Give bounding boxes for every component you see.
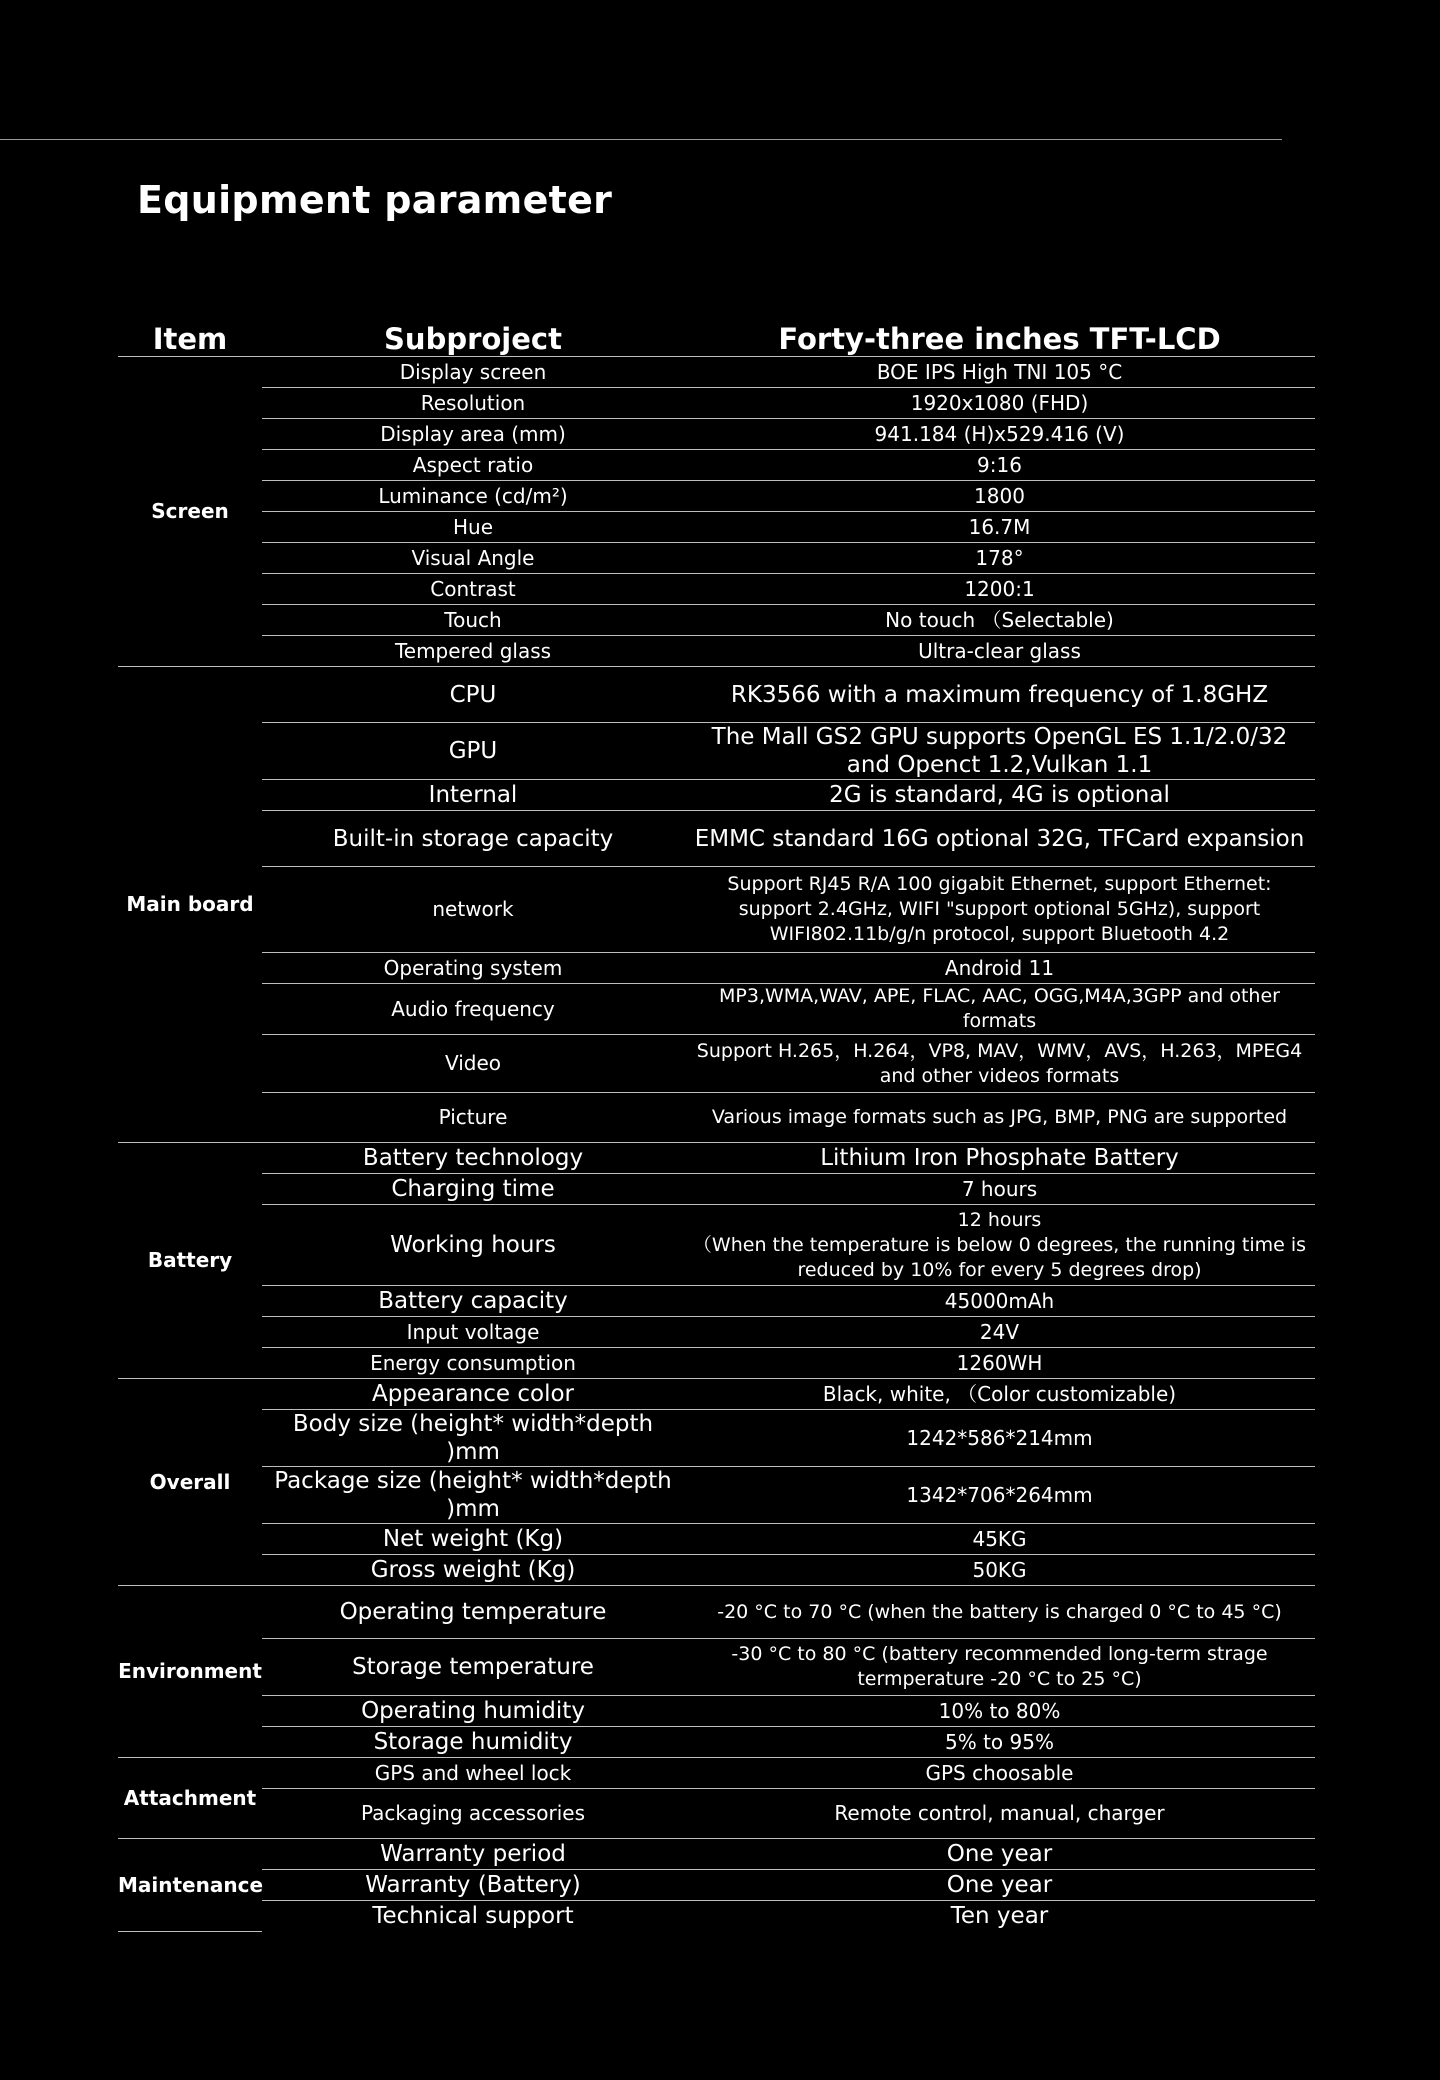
subproject-cell: Battery capacity [262,1286,684,1317]
subproject-cell: Operating system [262,953,684,984]
value-note: （When the temperature is below 0 degrees, the running time is reduced by 10% for every 5 degrees drop) [692,1233,1307,1281]
spec-row [118,574,1315,605]
subproject-cell: GPU [262,723,684,780]
subproject-cell: Video [262,1035,684,1093]
subproject-cell: Contrast [262,574,684,605]
subproject-cell: Net weight (Kg) [262,1524,684,1555]
spec-row [118,1555,1315,1586]
subproject-cell: Technical support [372,1903,574,1930]
value-cell: 45000mAh [684,1286,1315,1317]
subproject-cell: Audio frequency [262,984,684,1035]
subproject-cell: Appearance color [262,1379,684,1410]
spec-row [118,1035,1315,1093]
spec-row [118,357,1315,388]
spec-row [118,811,1315,867]
subproject-cell: Display screen [262,357,684,388]
group-label: Screen [118,357,262,667]
subproject-cell: Internal [262,780,684,811]
value-cell: 941.184 (H)x529.416 (V) [684,419,1315,450]
spec-row [118,1870,1315,1901]
value-cell: MP3,WMA,WAV, APE, FLAC, AAC, OGG,M4A,3GPP and other formats [684,984,1315,1035]
group-label: Battery [118,1143,262,1379]
group-label: Attachment [118,1758,262,1839]
value-cell: -20 °C to 70 °C (when the battery is charged 0 °C to 45 °C) [684,1586,1315,1639]
value-cell: 178° [684,543,1315,574]
value-cell: 24V [684,1317,1315,1348]
value-cell: EMMC standard 16G optional 32G, TFCard expansion [684,811,1315,867]
value-cell: Lithium Iron Phosphate Battery [684,1143,1315,1174]
header-value: Forty-three inches TFT-LCD [684,314,1315,357]
subproject-cell: Aspect ratio [262,450,684,481]
subproject-cell: Storage temperature [262,1639,684,1696]
spec-row [118,512,1315,543]
subproject-cell: Picture [262,1093,684,1143]
value-cell: No touch （Selectable) [684,605,1315,636]
spec-row [118,1379,1315,1410]
spec-body [118,357,1315,1932]
subproject-cell: Warranty (Battery) [262,1870,684,1901]
value-cell: GPS choosable [684,1758,1315,1789]
group-label: Maintenance [118,1839,262,1932]
spec-row [118,867,1315,953]
subproject-cell: Charging time [262,1174,684,1205]
spec-row [118,1524,1315,1555]
value-cell: 1920x1080 (FHD) [684,388,1315,419]
value-cell: 1242*586*214mm [684,1410,1315,1467]
page-title: Equipment parameter [137,178,613,222]
spec-row [118,1317,1315,1348]
spec-row [118,481,1315,512]
subproject-cell: Warranty period [262,1839,684,1870]
value-cell: 1200:1 [684,574,1315,605]
subproject-cell: Resolution [262,388,684,419]
subproject-cell: CPU [262,667,684,723]
value-cell: One year [684,1870,1315,1901]
value-cell: 45KG [684,1524,1315,1555]
spec-row [118,388,1315,419]
spec-row [118,605,1315,636]
spec-table [118,314,1315,1932]
value-cell: RK3566 with a maximum frequency of 1.8GHZ [684,667,1315,723]
group-label: Main board [118,667,262,1143]
spec-row [118,1093,1315,1143]
subproject-cell: Body size (height* width*depth )mm [262,1410,684,1467]
spec-row [118,1205,1315,1286]
value-cell: Ten year [950,1903,1049,1930]
spec-row [118,1410,1315,1467]
subproject-cell: Tempered glass [262,636,684,667]
spec-row [118,1696,1315,1727]
value-cell: 9:16 [684,450,1315,481]
subproject-cell: GPS and wheel lock [262,1758,684,1789]
subproject-cell: Energy consumption [262,1348,684,1379]
value-cell: 50KG [684,1555,1315,1586]
subproject-cell: Built-in storage capacity [262,811,684,867]
spec-row [118,450,1315,481]
spec-row [118,1758,1315,1789]
subproject-cell: Operating temperature [262,1586,684,1639]
value-cell: Ultra-clear glass [684,636,1315,667]
spec-row [118,780,1315,811]
value-cell: 7 hours [684,1174,1315,1205]
value-cell: BOE IPS High TNI 105 °C [684,357,1315,388]
spec-row [118,1174,1315,1205]
spec-row [118,1348,1315,1379]
subproject-cell: Gross weight (Kg) [262,1555,684,1586]
value-cell [684,1205,1315,1286]
value-cell: 5% to 95% [684,1727,1315,1758]
subproject-cell: Visual Angle [262,543,684,574]
spec-row [118,1143,1315,1174]
value-cell: The Mall GS2 GPU supports OpenGL ES 1.1/2.0/32 and Openct 1.2,Vulkan 1.1 [684,723,1315,780]
value-cell: Black, white, （Color customizable) [684,1379,1315,1410]
spec-row [118,723,1315,780]
value-cell: 1342*706*264mm [684,1467,1315,1524]
value-cell: 2G is standard, 4G is optional [684,780,1315,811]
value-cell: 10% to 80% [684,1696,1315,1727]
subproject-cell: Package size (height* width*depth )mm [262,1467,684,1524]
value-cell: 1260WH [684,1348,1315,1379]
spec-row [118,1789,1315,1839]
group-label: Overall [118,1379,262,1586]
value-main: 12 hours [957,1208,1042,1231]
subproject-cell: Touch [262,605,684,636]
value-cell: Support RJ45 R/A 100 gigabit Ethernet, support Ethernet: support 2.4GHz, WIFI "support optional 5GHz), support WIFI802.11b/g/n protocol, support Bluetooth 4.2 [684,867,1315,953]
spec-row [118,1639,1315,1696]
spec-row [118,953,1315,984]
group-label: Environment [118,1586,262,1758]
top-divider [0,139,1282,140]
subproject-cell: Storage humidity [262,1727,684,1758]
spec-row [118,543,1315,574]
header-subproject: Subproject [262,314,684,357]
value-cell: Android 11 [684,953,1315,984]
subproject-cell: Hue [262,512,684,543]
value-cell: One year [684,1839,1315,1870]
value-cell: 1800 [684,481,1315,512]
spec-row [118,1901,1315,1932]
subproject-cell: Battery technology [262,1143,684,1174]
header-item: Item [118,314,262,357]
spec-row [118,419,1315,450]
value-cell: 16.7M [684,512,1315,543]
subproject-cell: Luminance (cd/m²) [262,481,684,512]
subproject-cell: Packaging accessories [262,1789,684,1839]
value-cell: Remote control, manual, charger [684,1789,1315,1839]
subproject-cell: Input voltage [262,1317,684,1348]
header-row [118,314,1315,357]
value-cell: Various image formats such as JPG, BMP, PNG are supported [684,1093,1315,1143]
spec-row [118,1286,1315,1317]
subproject-cell: Display area (mm) [262,419,684,450]
subproject-cell: network [262,867,684,953]
spec-row [118,1467,1315,1524]
subproject-cell: Operating humidity [262,1696,684,1727]
spec-row [118,1586,1315,1639]
spec-row [118,1839,1315,1870]
subproject-cell: Working hours [262,1205,684,1286]
spec-row [118,667,1315,723]
spec-row [118,984,1315,1035]
spec-row [118,636,1315,667]
spec-row [118,1727,1315,1758]
value-cell: Support H.265，H.264，VP8, MAV，WMV，AVS，H.263，MPEG4 and other videos formats [684,1035,1315,1093]
value-cell: -30 °C to 80 °C (battery recommended long-term strage termperature -20 °C to 25 °C) [684,1639,1315,1696]
